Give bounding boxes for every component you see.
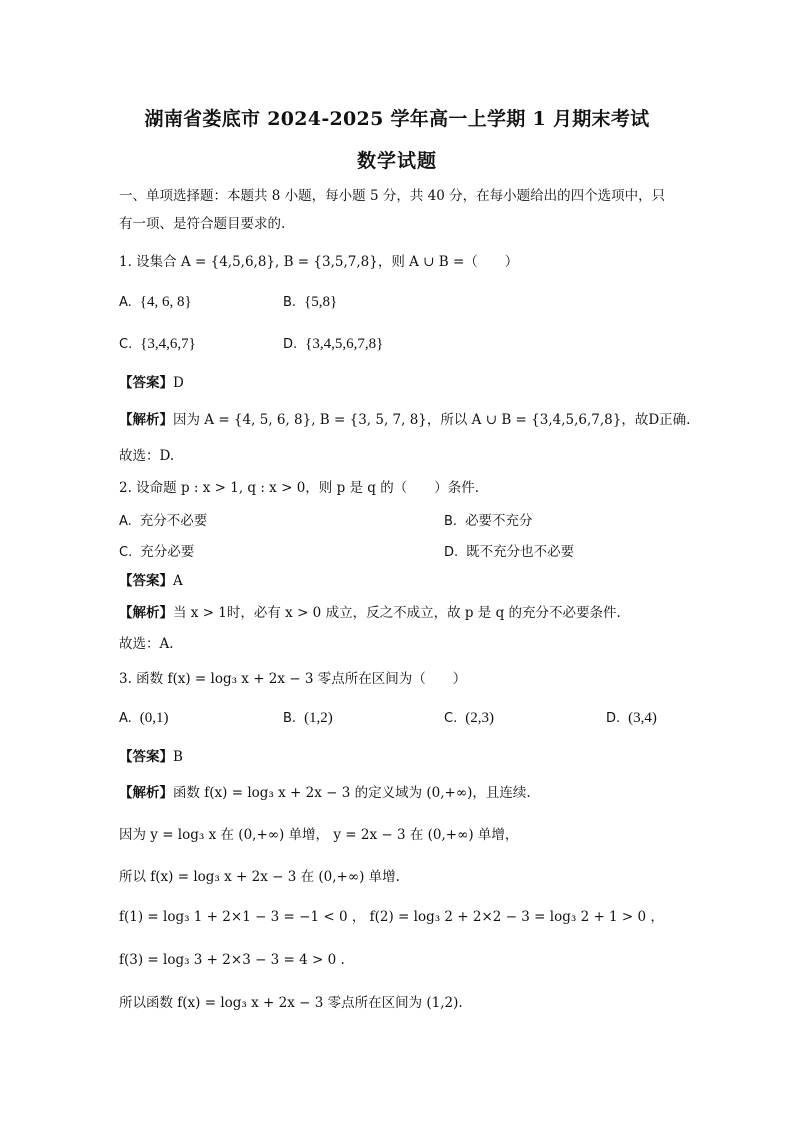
q3-answer: 【答案】B	[119, 749, 183, 765]
q3-option-d: D. (3,4)	[606, 710, 657, 726]
q3-analysis-line5: f(3) = log₃ 3 + 2×3 − 3 = 4 > 0 .	[119, 952, 345, 968]
q2-option-b: B. 必要不充分	[444, 513, 533, 529]
q2-option-d: D. 既不充分也不必要	[444, 544, 575, 560]
option-letter: B.	[283, 711, 297, 726]
q3-analysis-line6: 所以函数 f(x) = log₃ x + 2x − 3 零点所在区间为 (1,2).	[119, 995, 463, 1011]
option-letter: C.	[119, 545, 133, 560]
q3-analysis-line2: 因为 y = log₃ x 在 (0,+∞) 单增， y = 2x − 3 在 (0,+∞) 单增，	[119, 827, 519, 843]
q3-option-b: B. (1,2)	[283, 710, 333, 726]
option-letter: C.	[119, 337, 133, 352]
q3-analysis-line4: f(1) = log₃ 1 + 2×1 − 3 = −1 < 0 ， f(2) = log₃ 2 + 2×2 − 3 = log₃ 2 + 1 > 0 ，	[119, 909, 664, 925]
q1-analysis: 【解析】因为 A = {4, 5, 6, 8}, B = {3, 5, 7, 8}，所以 A ∪ B = {3,4,5,6,7,8}，故D正确.	[119, 412, 691, 428]
document-subtitle: 数学试题	[356, 150, 437, 172]
q1-conclusion: 故选：D.	[119, 448, 175, 464]
option-letter: D.	[444, 545, 459, 560]
q3-stem: 3. 函数 f(x) = log₃ x + 2x − 3 零点所在区间为（ ）	[119, 671, 467, 687]
option-letter: B.	[444, 514, 458, 529]
q2-analysis: 【解析】当 x > 1时，必有 x > 0 成立，反之不成立，故 p 是 q 的充分不必要条件.	[119, 605, 621, 621]
option-letter: C.	[444, 711, 458, 726]
q1-option-d: D. {3,4,5,6,7,8}	[283, 336, 384, 352]
section-instructions-line1: 一、单项选择题：本题共 8 小题，每小题 5 分，共 40 分，在每小题给出的四个选项中，只	[119, 188, 666, 204]
option-letter: D.	[283, 337, 298, 352]
q2-answer: 【答案】A	[119, 573, 183, 589]
q1-option-b: B. {5,8}	[283, 294, 338, 310]
q3-analysis-line3: 所以 f(x) = log₃ x + 2x − 3 在 (0,+∞) 单增.	[119, 869, 400, 885]
option-letter: B.	[283, 295, 297, 310]
q3-analysis: 【解析】函数 f(x) = log₃ x + 2x − 3 的定义域为 (0,+∞)，且连续.	[119, 785, 531, 801]
q2-stem: 2. 设命题 p : x > 1, q : x > 0，则 p 是 q 的（ ）条件.	[119, 480, 480, 496]
q1-option-c: C. {3,4,6,7}	[119, 336, 196, 352]
q1-stem: 1. 设集合 A = {4,5,6,8}, B = {3,5,7,8}，则 A ∪ B =（ ）	[119, 254, 519, 270]
q2-option-c: C. 充分必要	[119, 544, 195, 560]
q2-option-a: A. 充分不必要	[119, 513, 208, 529]
option-letter: A.	[119, 295, 132, 310]
document-title: 湖南省娄底市 2024-2025 学年高一上学期 1 月期末考试	[144, 108, 650, 130]
q2-conclusion: 故选：A.	[119, 636, 174, 652]
option-letter: A.	[119, 514, 132, 529]
option-letter: D.	[606, 711, 621, 726]
q3-option-a: A. (0,1)	[119, 710, 169, 726]
q1-option-a: A. {4, 6, 8}	[119, 294, 192, 310]
option-letter: A.	[119, 711, 132, 726]
q1-answer: 【答案】D	[119, 375, 184, 391]
section-instructions-line2: 有一项、是符合题目要求的.	[119, 216, 286, 232]
q3-option-c: C. (2,3)	[444, 710, 494, 726]
